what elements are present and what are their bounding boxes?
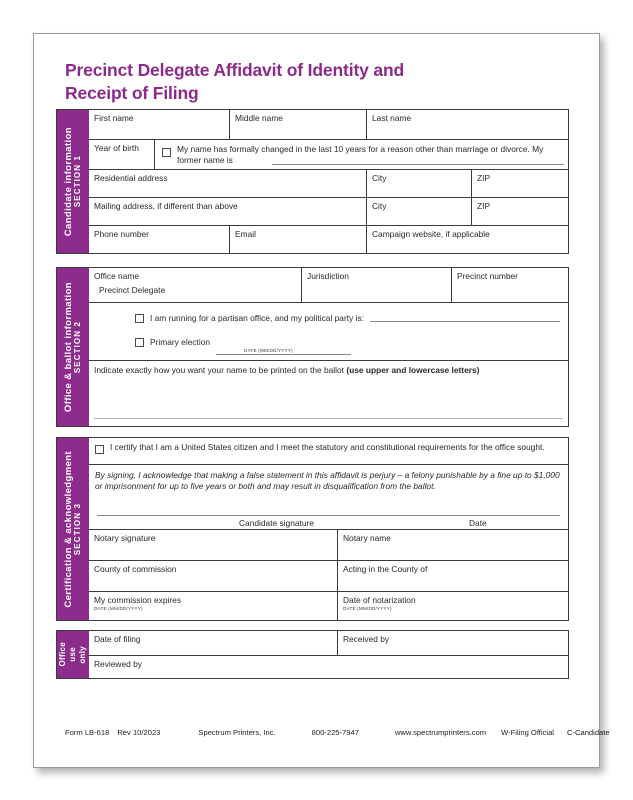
commission-expires-field[interactable]	[89, 592, 337, 621]
reviewed-by-label: Reviewed by	[94, 659, 142, 669]
page-title-line-1: Precinct Delegate Affidavit of Identity and	[65, 60, 405, 80]
office-use-tab-line-3: only	[78, 645, 87, 664]
residential-address-field[interactable]	[89, 170, 366, 197]
middle-name-label: Middle name	[235, 113, 283, 123]
office-name-value: Precinct Delegate	[99, 284, 166, 295]
notary-row	[89, 529, 568, 560]
county-of-commission-field[interactable]	[89, 561, 337, 591]
last-name-label: Last name	[372, 113, 412, 123]
section-3	[56, 437, 569, 621]
phone-number-label: Phone number	[94, 229, 149, 239]
ballot-name-field[interactable]	[89, 361, 568, 424]
phone-number-field[interactable]	[89, 226, 229, 253]
signature-line[interactable]	[97, 515, 560, 516]
partisan-office-option	[135, 313, 560, 324]
mailing-city-field[interactable]	[366, 198, 471, 225]
certify-label: I certify that I am a United States citizen and I meet the statutory and constitutional requirements for the office sought.	[110, 442, 545, 452]
first-name-field[interactable]	[89, 110, 229, 139]
residential-city-field[interactable]	[366, 170, 471, 197]
certify-checkbox[interactable]	[95, 445, 104, 454]
birth-namechange-row	[89, 139, 568, 169]
received-by-label: Received by	[343, 634, 390, 644]
ballot-name-line[interactable]	[94, 418, 563, 419]
section-1-name: Candidate information	[63, 126, 75, 237]
mailing-address-field[interactable]	[89, 198, 366, 225]
office-row	[89, 268, 568, 302]
certify-option	[95, 442, 560, 454]
section-2-name: Office & ballot information	[63, 281, 75, 413]
year-of-birth-field[interactable]	[89, 140, 154, 169]
residential-zip-field[interactable]	[471, 170, 568, 197]
reviewed-by-field[interactable]	[89, 656, 568, 678]
middle-name-field[interactable]	[229, 110, 366, 139]
section-2-number: SECTION 2	[72, 320, 82, 374]
page-title-line-2: Receipt of Filing	[65, 83, 199, 104]
partisan-office-checkbox[interactable]	[135, 314, 144, 323]
section-3-number: SECTION 3	[72, 502, 82, 556]
campaign-website-field[interactable]	[366, 226, 568, 253]
section-3-name: Certification & acknowledgment	[63, 450, 75, 608]
jurisdiction-field[interactable]	[301, 268, 451, 302]
office-use-tab-line-2: use	[68, 647, 77, 662]
primary-election-option	[135, 337, 560, 355]
date-of-filing-field[interactable]	[89, 631, 337, 655]
ballot-name-label: Indicate exactly how you want your name to be printed on the ballot	[94, 365, 347, 375]
mailing-zip-label: ZIP	[477, 201, 491, 211]
commission-county-row	[89, 560, 568, 591]
date-of-filing-label: Date of filing	[94, 634, 141, 644]
footer-copy-c: C-Candidate	[566, 728, 610, 737]
date-of-notarization-hint: DATE (MM/DD/YYYY)	[343, 605, 392, 611]
notary-name-field[interactable]	[337, 530, 568, 560]
section-1-number: SECTION 1	[72, 155, 82, 208]
acting-county-field[interactable]	[337, 561, 568, 591]
office-use-only-body	[89, 631, 568, 678]
primary-election-label: Primary election	[150, 336, 211, 347]
received-by-field[interactable]	[337, 631, 568, 655]
footer	[65, 728, 610, 737]
section-2-body	[89, 268, 568, 426]
notary-signature-field[interactable]	[89, 530, 337, 560]
footer-copy-w: W-Filing Official	[501, 728, 554, 737]
section-1-body	[89, 110, 568, 253]
name-change-checkbox[interactable]	[162, 148, 171, 157]
year-of-birth-label: Year of birth	[94, 143, 139, 153]
candidate-signature-label: Candidate signature	[239, 517, 314, 528]
last-name-field[interactable]	[366, 110, 568, 139]
precinct-number-label: Precinct number	[457, 271, 518, 281]
precinct-number-field[interactable]	[451, 268, 568, 302]
political-party-line[interactable]	[370, 313, 560, 322]
section-2	[56, 267, 569, 427]
acting-county-label: Acting in the County of	[343, 564, 428, 574]
name-change-field	[154, 140, 568, 169]
footer-phone: 800-225-7947	[311, 728, 359, 737]
primary-election-checkbox[interactable]	[135, 338, 144, 347]
mailing-city-label: City	[372, 201, 387, 211]
section-2-tab	[57, 268, 89, 426]
footer-website: www.spectrumprinters.com	[394, 728, 487, 737]
certify-row	[89, 438, 568, 464]
residential-address-label: Residential address	[94, 173, 168, 183]
section-3-body	[89, 438, 568, 620]
office-use-tab-line-1: Office	[58, 642, 67, 667]
name-change-label: My name has formally changed in the last 10 years for a reason other than marriage or divorce. My former name is	[177, 144, 544, 165]
mailing-zip-field[interactable]	[471, 198, 568, 225]
form-page	[33, 33, 610, 768]
ballot-name-row	[89, 360, 568, 424]
section-1-tab	[57, 110, 89, 253]
section-1	[56, 109, 569, 254]
office-use-only-tab	[57, 631, 89, 678]
jurisdiction-label: Jurisdiction	[307, 271, 349, 281]
partisan-office-label: I am running for a partisan office, and my political party is:	[150, 313, 364, 323]
section-3-tab	[57, 438, 89, 620]
filing-row	[89, 631, 568, 655]
perjury-notice: By signing, I acknowledge that making a false statement in this affidavit is perjury – a felony punishable by a fine up to $1,000 or imprisonment for up to five years or both and may result in disqualification from the ballot.	[95, 470, 560, 492]
county-of-commission-label: County of commission	[94, 564, 177, 574]
residential-city-label: City	[372, 173, 387, 183]
name-row	[89, 110, 568, 139]
page-title	[65, 59, 495, 105]
office-use-only-block	[56, 630, 569, 679]
signature-date-label: Date	[469, 517, 487, 528]
notary-name-label: Notary name	[343, 533, 391, 543]
office-name-field[interactable]	[89, 268, 301, 302]
commission-expires-label: My commission expires	[94, 595, 182, 605]
residential-address-row	[89, 169, 568, 197]
commission-expires-hint: DATE (MM/DD/YYYY)	[94, 605, 143, 611]
notary-signature-label: Notary signature	[94, 533, 156, 543]
expiry-notarization-row	[89, 591, 568, 621]
campaign-website-label: Campaign website, if applicable	[372, 229, 490, 239]
date-of-notarization-label: Date of notarization	[343, 595, 416, 605]
office-name-label: Office name	[94, 271, 139, 281]
residential-zip-label: ZIP	[477, 173, 491, 183]
contact-row	[89, 225, 568, 253]
former-name-line[interactable]	[272, 164, 564, 165]
footer-revision: Rev 10/2023	[117, 728, 161, 737]
perjury-signature-row	[89, 464, 568, 529]
ballot-name-emphasis: (use upper and lowercase letters)	[346, 365, 480, 375]
date-of-notarization-field[interactable]	[337, 592, 568, 621]
first-name-label: First name	[94, 113, 134, 123]
mailing-address-row	[89, 197, 568, 225]
footer-form-number: Form LB-618	[65, 728, 110, 737]
footer-printer: Spectrum Printers, Inc.	[198, 728, 276, 737]
reviewed-row	[89, 655, 568, 678]
email-label: Email	[235, 229, 256, 239]
primary-election-date-hint: DATE (MM/DD/YYYY)	[244, 347, 293, 353]
mailing-address-label: Mailing address, if different than above	[94, 201, 238, 211]
party-primary-row	[89, 302, 568, 360]
email-field[interactable]	[229, 226, 366, 253]
